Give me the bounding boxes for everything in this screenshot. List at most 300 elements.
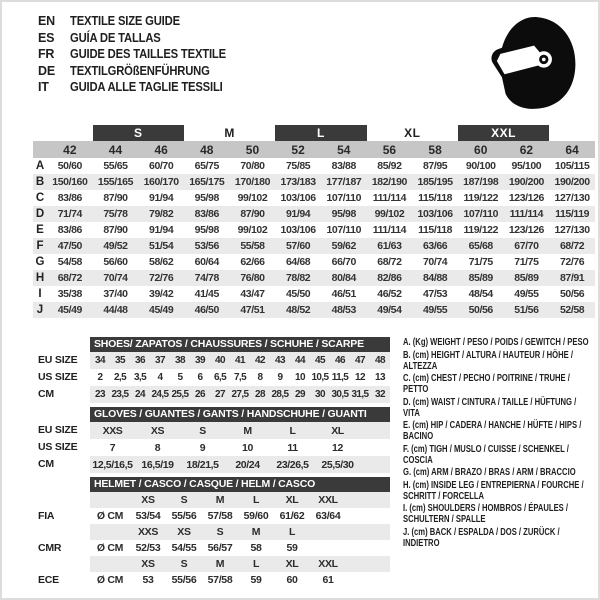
value-cell: 48/54 [468, 288, 493, 300]
value-cell: 6,5 [213, 372, 227, 383]
helmet-icon-svg [476, 12, 584, 114]
value-cell: 61/63 [367, 238, 413, 254]
legend-item: G. (cm) ARM / BRAZO / BRAS / ARM / BRACCIO [403, 467, 576, 478]
legend-item: F. (cm) TIGH / MUSLO / CUISSE / SCHENKEL / COSCIA [403, 443, 569, 466]
value-cell: 57/58 [207, 510, 233, 522]
size-cell: XS [130, 556, 166, 572]
row-letter: D [33, 206, 47, 222]
legend-item: J. (cm) BACK / ESPALDA / DOS / ZURÜCK / INDIETRO [403, 526, 560, 549]
value-cell: 85/89 [458, 270, 504, 286]
size-cell: XXL [310, 492, 346, 508]
measurement-row-F [33, 238, 595, 254]
value-cell: 103/106 [412, 206, 458, 222]
filler-cell [346, 556, 390, 572]
value-cell: 56/60 [103, 256, 128, 268]
value-cell: 56/57 [207, 542, 233, 554]
empty-cell [90, 492, 130, 508]
value-cell: 91/94 [275, 206, 321, 222]
size-cell: S [202, 524, 238, 540]
size-cell: 58 [412, 141, 458, 158]
size-group-xl: XL [404, 126, 421, 140]
language-text: TEXTILGRÖßENFÜHRUNG [70, 63, 210, 78]
value-cell: 44 [290, 352, 310, 369]
value-cell: 18/21,5 [180, 456, 225, 473]
value-cell: 32 [370, 386, 390, 403]
value-cell: 150/160 [47, 174, 93, 190]
helmet-size-row [90, 492, 390, 508]
value-cell: 115/119 [549, 206, 595, 222]
value-cell: 103/106 [280, 224, 316, 236]
value-cell: 127/130 [554, 224, 590, 236]
legend-item: D. (cm) WAIST / CINTURA / TAILLE / HÜFTUNG / VITA [403, 396, 577, 419]
value-cell: 29 [290, 386, 310, 403]
value-cell: 52/58 [549, 302, 595, 318]
measurement-row-C [33, 190, 595, 206]
shoes-label: EU SIZE [38, 354, 78, 366]
value-cell: 54/58 [57, 256, 82, 268]
value-cell: 74/78 [184, 270, 230, 286]
value-cell: 55/56 [171, 510, 197, 522]
size-cell: XXS [130, 524, 166, 540]
value-cell: 173/183 [275, 174, 321, 190]
size-cell: L [238, 492, 274, 508]
value-cell: 4 [157, 372, 163, 383]
value-cell: 190/200 [504, 174, 550, 190]
measurement-row-A [33, 158, 595, 174]
value-cell: 54/55 [171, 542, 197, 554]
size-group-m: M [224, 126, 235, 140]
value-cell: 10 [295, 372, 305, 383]
value-cell: 49/55 [514, 288, 539, 300]
measurement-row-G [33, 254, 595, 270]
size-cell: 48 [184, 141, 230, 158]
value-cell: 70/80 [240, 160, 265, 172]
language-code: EN [38, 14, 55, 28]
value-cell: 83/86 [57, 192, 82, 204]
filler-cell [360, 439, 390, 456]
value-cell: 91/94 [149, 224, 174, 236]
value-cell: 43 [270, 352, 290, 369]
empty-cell [33, 125, 93, 141]
value-cell: 185/195 [412, 174, 458, 190]
empty-cell [549, 125, 595, 141]
value-cell: 48/53 [321, 302, 367, 318]
value-cell: 107/110 [458, 206, 504, 222]
value-cell: 45/49 [138, 302, 184, 318]
empty-cell [90, 524, 130, 540]
value-cell: 115/118 [418, 192, 453, 204]
value-cell: 87/91 [549, 270, 595, 286]
helmet-value-row [90, 540, 390, 556]
helmet-value-row [90, 508, 390, 524]
value-cell: 7,5 [233, 372, 247, 383]
value-cell: 50/60 [57, 160, 82, 172]
value-cell: 9 [277, 372, 283, 383]
value-cell: 182/190 [367, 174, 413, 190]
value-cell: 95/100 [511, 160, 542, 172]
helmet-label: ECE [38, 574, 59, 586]
value-cell: 70/74 [422, 256, 448, 268]
value-cell: 71/75 [514, 256, 539, 268]
helmet-label [38, 524, 90, 540]
helmet-size-row [90, 524, 390, 540]
gloves-title-bar: GLOVES / GUANTES / GANTS / HANDSCHUHE / GUANTI [90, 407, 390, 422]
value-cell: 55/56 [171, 574, 197, 586]
value-cell: XS [135, 422, 180, 439]
size-cell: 50 [230, 141, 276, 158]
value-cell: 47/53 [422, 288, 448, 300]
value-cell: 45/49 [47, 302, 93, 318]
shoes-table [90, 352, 390, 403]
legend-item: H. (cm) INSIDE LEG / ENTREPIERNA / FOURCHE / SCHRITT / FORCELLA [403, 479, 584, 502]
value-cell: 75/85 [285, 160, 311, 172]
measurement-row-I [33, 286, 595, 302]
size-cell: L [274, 524, 310, 540]
value-cell: 16,5/19 [135, 456, 180, 473]
value-cell: 155/165 [93, 174, 139, 190]
gloves-table [90, 422, 390, 473]
value-cell: 68/72 [549, 238, 595, 254]
value-cell: 83/86 [184, 206, 230, 222]
value-cell: 48/52 [275, 302, 321, 318]
value-cell: 61/62 [279, 510, 305, 522]
value-cell: 95/98 [194, 192, 219, 204]
size-cell: XXL [310, 556, 346, 572]
value-cell: 63/64 [315, 510, 341, 522]
value-cell: 2,5 [113, 372, 127, 383]
value-cell: 7 [109, 441, 116, 454]
size-cell: S [166, 492, 202, 508]
value-cell: 46/50 [184, 302, 230, 318]
size-cell: S [166, 556, 202, 572]
value-cell: 119/122 [463, 192, 499, 204]
filler-cell [346, 540, 390, 556]
value-cell: 36 [130, 352, 150, 369]
helmet-row-labels [38, 492, 90, 588]
gloves-label: US SIZE [38, 441, 78, 453]
value-cell: 24,5 [150, 386, 170, 403]
size-cell: XS [130, 492, 166, 508]
value-cell: 43/47 [240, 288, 265, 300]
value-cell: S [180, 422, 225, 439]
main-size-table [33, 125, 595, 318]
value-cell: 20/24 [225, 456, 270, 473]
value-cell: 38 [170, 352, 190, 369]
value-cell: 41 [230, 352, 250, 369]
value-cell: 3,5 [133, 372, 147, 383]
value-cell: 95/98 [194, 224, 219, 236]
value-cell: 49/54 [367, 302, 413, 318]
value-cell: 31,5 [350, 386, 370, 403]
value-cell: 76/80 [230, 270, 276, 286]
legend-item: A. (Kg) WEIGHT / PESO / POIDS / GEWITCH / PESO [403, 337, 589, 348]
value-cell: 123/126 [508, 224, 544, 236]
value-cell: 28 [250, 386, 270, 403]
size-cell: XS [166, 524, 202, 540]
language-text: GUÍA DE TALLAS [70, 30, 161, 45]
size-cell: 62 [504, 141, 550, 158]
value-cell: 47/50 [47, 238, 93, 254]
size-cell: 56 [367, 141, 413, 158]
language-item [38, 30, 243, 47]
value-cell: 53 [142, 574, 154, 586]
size-cell: 52 [275, 141, 321, 158]
value-cell: 12,5/16,5 [90, 456, 135, 473]
measurement-legend [403, 337, 594, 550]
value-cell: 45/50 [285, 288, 311, 300]
value-cell: 71/74 [47, 206, 93, 222]
value-cell: 68/72 [47, 270, 93, 286]
measurement-row-J [33, 302, 595, 318]
size-group-xxl: XXL [458, 125, 549, 141]
value-cell: 35 [110, 352, 130, 369]
value-cell: 60 [286, 574, 298, 586]
value-cell: 83/86 [57, 224, 82, 236]
size-cell: XL [274, 556, 310, 572]
value-cell: 57/58 [207, 574, 233, 586]
helmet-icon [476, 12, 584, 114]
value-cell: 50/56 [559, 288, 585, 300]
size-cell: M [238, 524, 274, 540]
empty-cell [33, 141, 47, 158]
gloves-row-labels [38, 422, 90, 473]
value-cell: 78/82 [275, 270, 321, 286]
filler-cell [360, 422, 390, 439]
filler-cell [346, 492, 390, 508]
value-cell: 27 [210, 386, 230, 403]
value-cell: 12 [332, 441, 343, 454]
value-cell: 8 [154, 441, 161, 454]
measurement-row-H [33, 270, 595, 286]
language-text: TEXTILE SIZE GUIDE [70, 14, 180, 28]
value-cell: 37 [150, 352, 170, 369]
value-cell: 52/53 [135, 542, 161, 554]
value-cell: 51/54 [138, 238, 184, 254]
value-cell: 37/40 [103, 288, 128, 300]
measurement-row-E [33, 222, 595, 238]
value-cell: XXS [90, 422, 135, 439]
gloves-row [90, 422, 390, 439]
shoes-row [90, 386, 390, 403]
shoes-row-labels [38, 352, 90, 403]
helmet-label [38, 492, 90, 508]
value-cell: M [225, 422, 270, 439]
value-cell: 85/92 [377, 160, 402, 172]
value-cell: 75/78 [93, 206, 139, 222]
value-cell: 8 [257, 372, 263, 383]
value-cell: L [270, 422, 315, 439]
size-cell: 42 [47, 141, 93, 158]
row-letter: H [33, 270, 47, 286]
value-cell: 62/66 [240, 256, 265, 268]
row-letter: F [33, 238, 47, 254]
language-text: GUIDA ALLE TAGLIE TESSILI [70, 80, 223, 94]
value-cell: 61 [322, 574, 334, 586]
value-cell: 60/70 [149, 160, 174, 172]
value-cell: 99/102 [237, 224, 268, 236]
value-cell: 6 [197, 372, 203, 383]
size-cell: 46 [138, 141, 184, 158]
value-cell: 23 [90, 386, 110, 403]
row-letter: I [38, 288, 42, 300]
value-cell: 105/115 [554, 160, 590, 172]
value-cell: 72/76 [559, 256, 585, 268]
value-cell: 49/55 [412, 302, 458, 318]
value-cell: 23/26,5 [270, 456, 315, 473]
filler-cell [346, 572, 390, 588]
value-cell: 95/98 [321, 206, 367, 222]
value-cell: 58 [250, 542, 262, 554]
value-cell: 5 [177, 372, 183, 383]
value-cell: 103/106 [280, 192, 316, 204]
value-cell: 47 [350, 352, 370, 369]
value-cell: 44/48 [93, 302, 139, 318]
language-item [38, 13, 243, 30]
main-size-table-body [33, 125, 595, 318]
gloves-row [90, 456, 390, 473]
row-letter: E [36, 224, 44, 236]
value-cell: 24 [130, 386, 150, 403]
empty-cell [90, 556, 130, 572]
value-cell: 111/114 [372, 192, 407, 204]
filler-cell [346, 508, 390, 524]
row-letter: A [35, 160, 45, 172]
size-cell: 44 [93, 141, 139, 158]
value-cell: 65/68 [458, 238, 504, 254]
value-cell: 40 [210, 352, 230, 369]
value-cell [310, 540, 346, 556]
value-cell: XL [315, 422, 360, 439]
value-cell: 26 [190, 386, 210, 403]
value-cell: 10 [242, 441, 253, 454]
legend-item: B. (cm) HEIGHT / ALTURA / HAUTEUR / HÖHE / ALTEZZA [403, 349, 573, 372]
value-cell: 47/51 [230, 302, 276, 318]
value-cell: 39 [190, 352, 210, 369]
size-cell: 54 [321, 141, 367, 158]
value-cell: 90/100 [465, 160, 496, 172]
value-cell: 13 [375, 372, 385, 383]
helmet-table [90, 492, 390, 588]
value-cell: 107/110 [326, 192, 362, 204]
value-cell: 87/90 [103, 192, 128, 204]
size-cell: M [202, 556, 238, 572]
value-cell: 10,5 [311, 372, 329, 383]
value-cell: 48 [370, 352, 390, 369]
numeric-size-row [33, 141, 595, 158]
value-cell: 111/114 [372, 224, 407, 236]
language-code: FR [38, 47, 55, 61]
value-cell: 71/75 [468, 256, 493, 268]
value-cell: 115/118 [418, 224, 453, 236]
value-cell: 51/56 [504, 302, 550, 318]
size-group-s: S [93, 125, 184, 141]
value-cell: 65/75 [194, 160, 219, 172]
helmet-label: CMR [38, 542, 62, 554]
value-cell: 170/180 [230, 174, 276, 190]
value-cell: 111/114 [504, 206, 550, 222]
value-cell: 12 [355, 372, 365, 383]
unit-cell: Ø CM [96, 510, 124, 522]
helmet-label [38, 556, 90, 572]
language-list [38, 13, 243, 96]
value-cell: 165/175 [184, 174, 230, 190]
measurement-row-D [33, 206, 595, 222]
value-cell: 91/94 [149, 192, 174, 204]
size-group-l: L [275, 125, 366, 141]
value-cell: 70/74 [93, 270, 139, 286]
value-cell: 160/170 [138, 174, 184, 190]
size-cell: 60 [458, 141, 504, 158]
gloves-label: CM [38, 458, 54, 470]
value-cell: 80/84 [321, 270, 367, 286]
shoes-label: CM [38, 388, 54, 400]
value-cell: 39/42 [149, 288, 174, 300]
value-cell: 9 [199, 441, 206, 454]
gloves-label: EU SIZE [38, 424, 78, 436]
value-cell: 59 [250, 574, 262, 586]
value-cell: 72/76 [138, 270, 184, 286]
size-cell: XL [274, 492, 310, 508]
value-cell: 55/58 [230, 238, 276, 254]
value-cell: 27,5 [230, 386, 250, 403]
shoes-label: US SIZE [38, 371, 78, 383]
size-group-row [33, 125, 595, 141]
value-cell: 99/102 [237, 192, 268, 204]
value-cell: 119/122 [463, 224, 499, 236]
value-cell: 123/126 [508, 192, 544, 204]
value-cell: 30,5 [330, 386, 350, 403]
value-cell: 30 [310, 386, 330, 403]
value-cell: 50/56 [458, 302, 504, 318]
value-cell: 82/86 [367, 270, 413, 286]
language-item [38, 79, 243, 96]
unit-cell: Ø CM [96, 574, 124, 586]
unit-cell: Ø CM [96, 542, 124, 554]
value-cell: 46/52 [377, 288, 402, 300]
value-cell: 34 [90, 352, 110, 369]
language-code: DE [38, 63, 55, 78]
value-cell: 67/70 [504, 238, 550, 254]
value-cell: 11,5 [331, 372, 349, 383]
language-text: GUIDE DES TAILLES TEXTILE [70, 47, 226, 61]
value-cell: 49/52 [93, 238, 139, 254]
value-cell: 2 [97, 372, 103, 383]
value-cell: 59/60 [243, 510, 269, 522]
value-cell: 177/187 [321, 174, 367, 190]
legend-item: I. (cm) SHOULDERS / HOMBROS / ÉPAULES / SCHULTERN / SPALLE [403, 503, 569, 525]
row-letter: G [35, 256, 45, 268]
helmet-title-bar: HELMET / CASCO / CASQUE / HELM / CASCO [90, 477, 390, 492]
size-cell: M [202, 492, 238, 508]
value-cell: 190/200 [549, 174, 595, 190]
size-cell [310, 524, 346, 540]
shoes-row [90, 369, 390, 386]
gloves-row [90, 439, 390, 456]
value-cell: 107/110 [326, 224, 362, 236]
value-cell: 64/68 [285, 256, 311, 268]
value-cell: 63/66 [412, 238, 458, 254]
value-cell: 53/56 [184, 238, 230, 254]
shoes-row [90, 352, 390, 369]
value-cell: 53/54 [135, 510, 161, 522]
value-cell: 66/70 [331, 256, 356, 268]
value-cell: 59/62 [321, 238, 367, 254]
value-cell: 45 [310, 352, 330, 369]
value-cell: 87/90 [103, 224, 128, 236]
size-cell: L [238, 556, 274, 572]
value-cell: 87/90 [230, 206, 276, 222]
row-letter: C [35, 192, 45, 204]
